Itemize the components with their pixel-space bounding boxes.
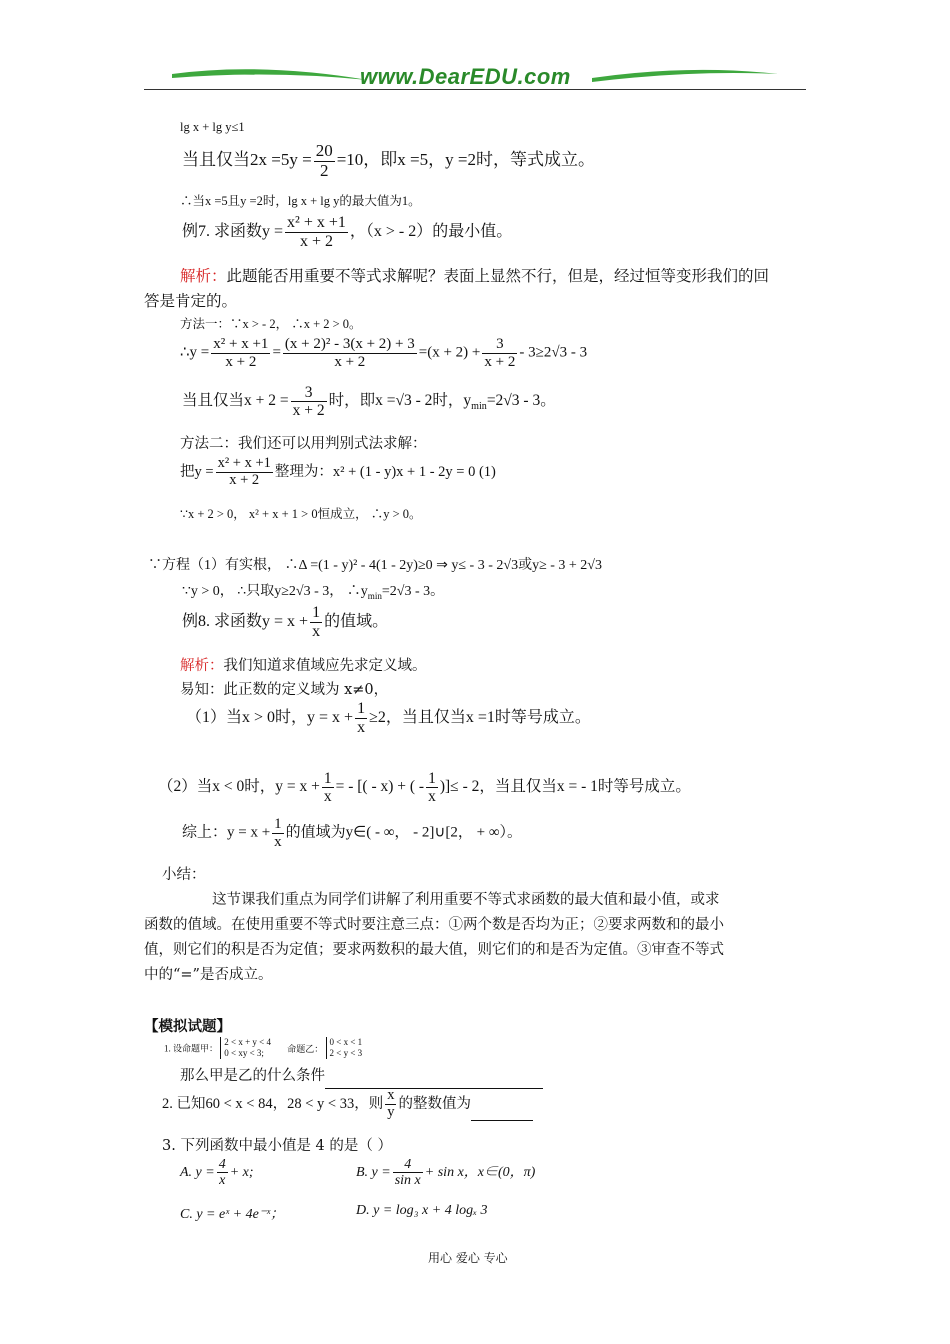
method-1: 方法一：∵x > - 2， ∴x + 2 > 0。 (180, 317, 362, 331)
denominator: x (219, 1173, 226, 1189)
denominator: x (274, 833, 282, 850)
header-swoosh-left (170, 60, 370, 90)
text: 的值域为y∈( - ∞， - 2]∪[2， + ∞）。 (285, 824, 523, 841)
denominator: x + 2 (292, 402, 325, 420)
numerator: 4 (393, 1157, 423, 1173)
text: ，（x > - 2）的最小值。 (349, 222, 513, 240)
numerator: x (387, 1087, 395, 1103)
fraction (322, 770, 334, 805)
numerator: 1 (357, 700, 366, 717)
text: B. y = (356, 1165, 391, 1181)
numerator: x² + x +1 (217, 455, 271, 471)
fraction (426, 770, 438, 805)
question-1-line2 (180, 1064, 543, 1089)
numerator: 4 (218, 1157, 226, 1172)
text: 那么甲是乙的什么条件 (180, 1068, 325, 1084)
example-8 (182, 604, 388, 640)
denominator: x + 2 (229, 471, 260, 488)
text: =10，即x =5，y =2时，等式成立。 (336, 150, 595, 170)
text: =2√3 - 3。 (381, 584, 445, 599)
fraction (355, 700, 367, 736)
text: 例7. 求函数y = (182, 222, 284, 240)
text: + x; (229, 1165, 254, 1181)
text: - 3≥2√3 - 3 (519, 344, 588, 361)
summary-p3: 值，则它们的积是否为定值；要求两数积的最大值，则它们的和是否为定值。③审查不等式 (144, 942, 724, 958)
question-1 (164, 1037, 362, 1059)
text: = - [( - x) + ( - (335, 778, 425, 796)
footer-text: 用心 爱心 专心 (428, 1251, 508, 1265)
text: + sin x，x∈(0，π) (424, 1165, 536, 1181)
text: 综上：y = x + (182, 824, 271, 841)
option-b (356, 1157, 535, 1189)
denominator: x + 2 (299, 232, 333, 250)
denominator: x + 2 (225, 353, 257, 370)
method-2-result (182, 580, 444, 601)
example-7 (182, 214, 512, 250)
text: =2√3 - 3。 (486, 392, 556, 410)
text: =(x + 2) + (418, 344, 481, 361)
text: （2）当x < 0时，y = x + (158, 778, 320, 796)
text: 的值域。 (324, 612, 389, 630)
summary-p2: 函数的值域。在使用重要不等式时要注意三点：①两个数是否均为正；②要求两数和的最小 (144, 917, 724, 933)
text: ∵y > 0， ∴只取y≥2√3 - 3， ∴y (182, 584, 368, 599)
text: 2. 已知60 < x < 84，28 < y < 33，则 (162, 1095, 384, 1112)
text: )]≤ - 2，当且仅当x = - 1时等号成立。 (439, 778, 691, 796)
subscript: min (367, 590, 382, 601)
fraction (393, 1157, 423, 1189)
condition: 2 < x + y < 4 (224, 1037, 271, 1047)
line-lg: lg x + lg y≤1 (180, 120, 245, 134)
option-c: C. y = eˣ + 4e⁻ˣ； (180, 1207, 285, 1222)
numerator: x² + x +1 (287, 214, 346, 231)
fraction (285, 214, 348, 250)
analysis-1-cont: 答是肯定的。 (144, 292, 238, 310)
condition: 2 < y < 3 (329, 1048, 363, 1058)
brace-group-a (220, 1037, 271, 1059)
numerator: 1 (323, 770, 332, 787)
analysis-label: 解析： (180, 267, 227, 285)
text: = (272, 344, 281, 361)
method-2-eq (180, 456, 496, 489)
analysis-text: 此题能否用重要不等式求解呢？表面上显然不行，但是，经过恒等变形我们的回 (226, 267, 770, 285)
denominator: x (323, 788, 332, 806)
numerator: 3 (291, 384, 327, 402)
text: 当且仅当2x =5y = (182, 150, 312, 170)
domain-note: 易知：此正数的定义域为 x≠0， (180, 682, 389, 698)
text: 的整数值为 (398, 1095, 471, 1112)
subscript: min (471, 401, 487, 413)
site-logo: www.DearEDU.com (360, 64, 571, 89)
brace-group-b (326, 1037, 363, 1059)
line-max-value: ∴当x =5且y =2时，lg x + lg y的最大值为1。 (180, 194, 421, 208)
analysis-text: 我们知道求值域应先求定义域。 (223, 658, 427, 674)
option-a (180, 1157, 254, 1189)
exam-title: 【模拟试题】 (144, 1019, 231, 1035)
fraction (291, 384, 327, 419)
denominator: sin x (394, 1173, 421, 1189)
option-d: D. y = log₃ x + 4 logₓ 3 (356, 1203, 488, 1218)
fraction (216, 456, 273, 489)
text: 整理为：x² + (1 - y)x + 1 - 2y = 0 (1) (274, 463, 496, 480)
condition: 0 < x < 1 (329, 1037, 363, 1047)
method-1-eq (180, 336, 587, 370)
numerator: (x + 2)² - 3(x + 2) + 3 (284, 336, 415, 352)
summary-label: 小结： (162, 867, 206, 883)
denominator: y (387, 1103, 395, 1120)
numerator: 1 (312, 604, 321, 621)
fraction (211, 336, 270, 370)
denominator: 2 (319, 160, 329, 180)
header-swoosh-right (590, 64, 780, 88)
text: 1. 设命题甲： (164, 1043, 219, 1054)
numerator: 1 (274, 816, 282, 832)
line-equal-cond (182, 142, 595, 180)
text: 命题乙： (287, 1043, 324, 1054)
text: A. y = (180, 1165, 215, 1181)
denominator: x + 2 (334, 353, 366, 370)
denominator: x (312, 622, 321, 640)
question-3: 3. 下列函数中最小值是 4 的是（ ） (162, 1138, 392, 1154)
analysis-1 (180, 264, 769, 289)
header-rule (144, 89, 806, 90)
answer-blank[interactable] (325, 1072, 543, 1089)
method-1-cond (182, 384, 556, 419)
fraction (283, 336, 417, 370)
numerator: 3 (482, 336, 517, 354)
analysis-2 (180, 654, 427, 679)
numerator: 1 (428, 770, 436, 787)
method-2-root: ∵方程（1）有实根， ∴Δ =(1 - y)² - 4(1 - 2y)≥0 ⇒ y≤ - 3 - 2√3或y≥ - 3 + 2√3 (148, 558, 602, 573)
fraction (310, 604, 322, 640)
numerator: 20 (315, 141, 333, 160)
summary-p4: 中的“=”是否成立。 (144, 967, 273, 983)
denominator: x (357, 718, 366, 736)
summary-p1: 这节课我们重点为同学们讲解了利用重要不等式求函数的最大值和最小值，或求 (212, 892, 720, 908)
case-2 (158, 770, 691, 805)
text: ∴y = (180, 344, 210, 361)
text: 时，即x =√3 - 2时，y (328, 392, 472, 410)
question-2 (162, 1088, 533, 1121)
numerator: x² + x +1 (213, 336, 269, 352)
answer-blank[interactable] (471, 1104, 533, 1121)
denominator: x (428, 788, 436, 806)
text: 把y = (180, 463, 214, 480)
text: （1）当x > 0时，y = x + (186, 708, 354, 726)
analysis-label: 解析： (180, 658, 224, 674)
fraction (314, 142, 335, 180)
conclusion (182, 816, 522, 850)
text: 例8. 求函数y = x + (182, 612, 309, 630)
fraction (385, 1088, 396, 1121)
fraction (217, 1157, 228, 1189)
text: 当且仅当x + 2 = (182, 392, 289, 410)
method-2: 方法二：我们还可以用判别式法求解： (180, 436, 427, 452)
case-1 (186, 700, 591, 736)
fraction (272, 816, 284, 850)
method-2-cond: ∵x + 2 > 0， x² + x + 1 > 0恒成立， ∴y > 0。 (180, 507, 422, 521)
fraction (482, 336, 517, 370)
denominator: x + 2 (484, 353, 516, 370)
text: ≥2，当且仅当x =1时等号成立。 (369, 708, 591, 726)
condition: 0 < xy < 3; (224, 1048, 264, 1058)
